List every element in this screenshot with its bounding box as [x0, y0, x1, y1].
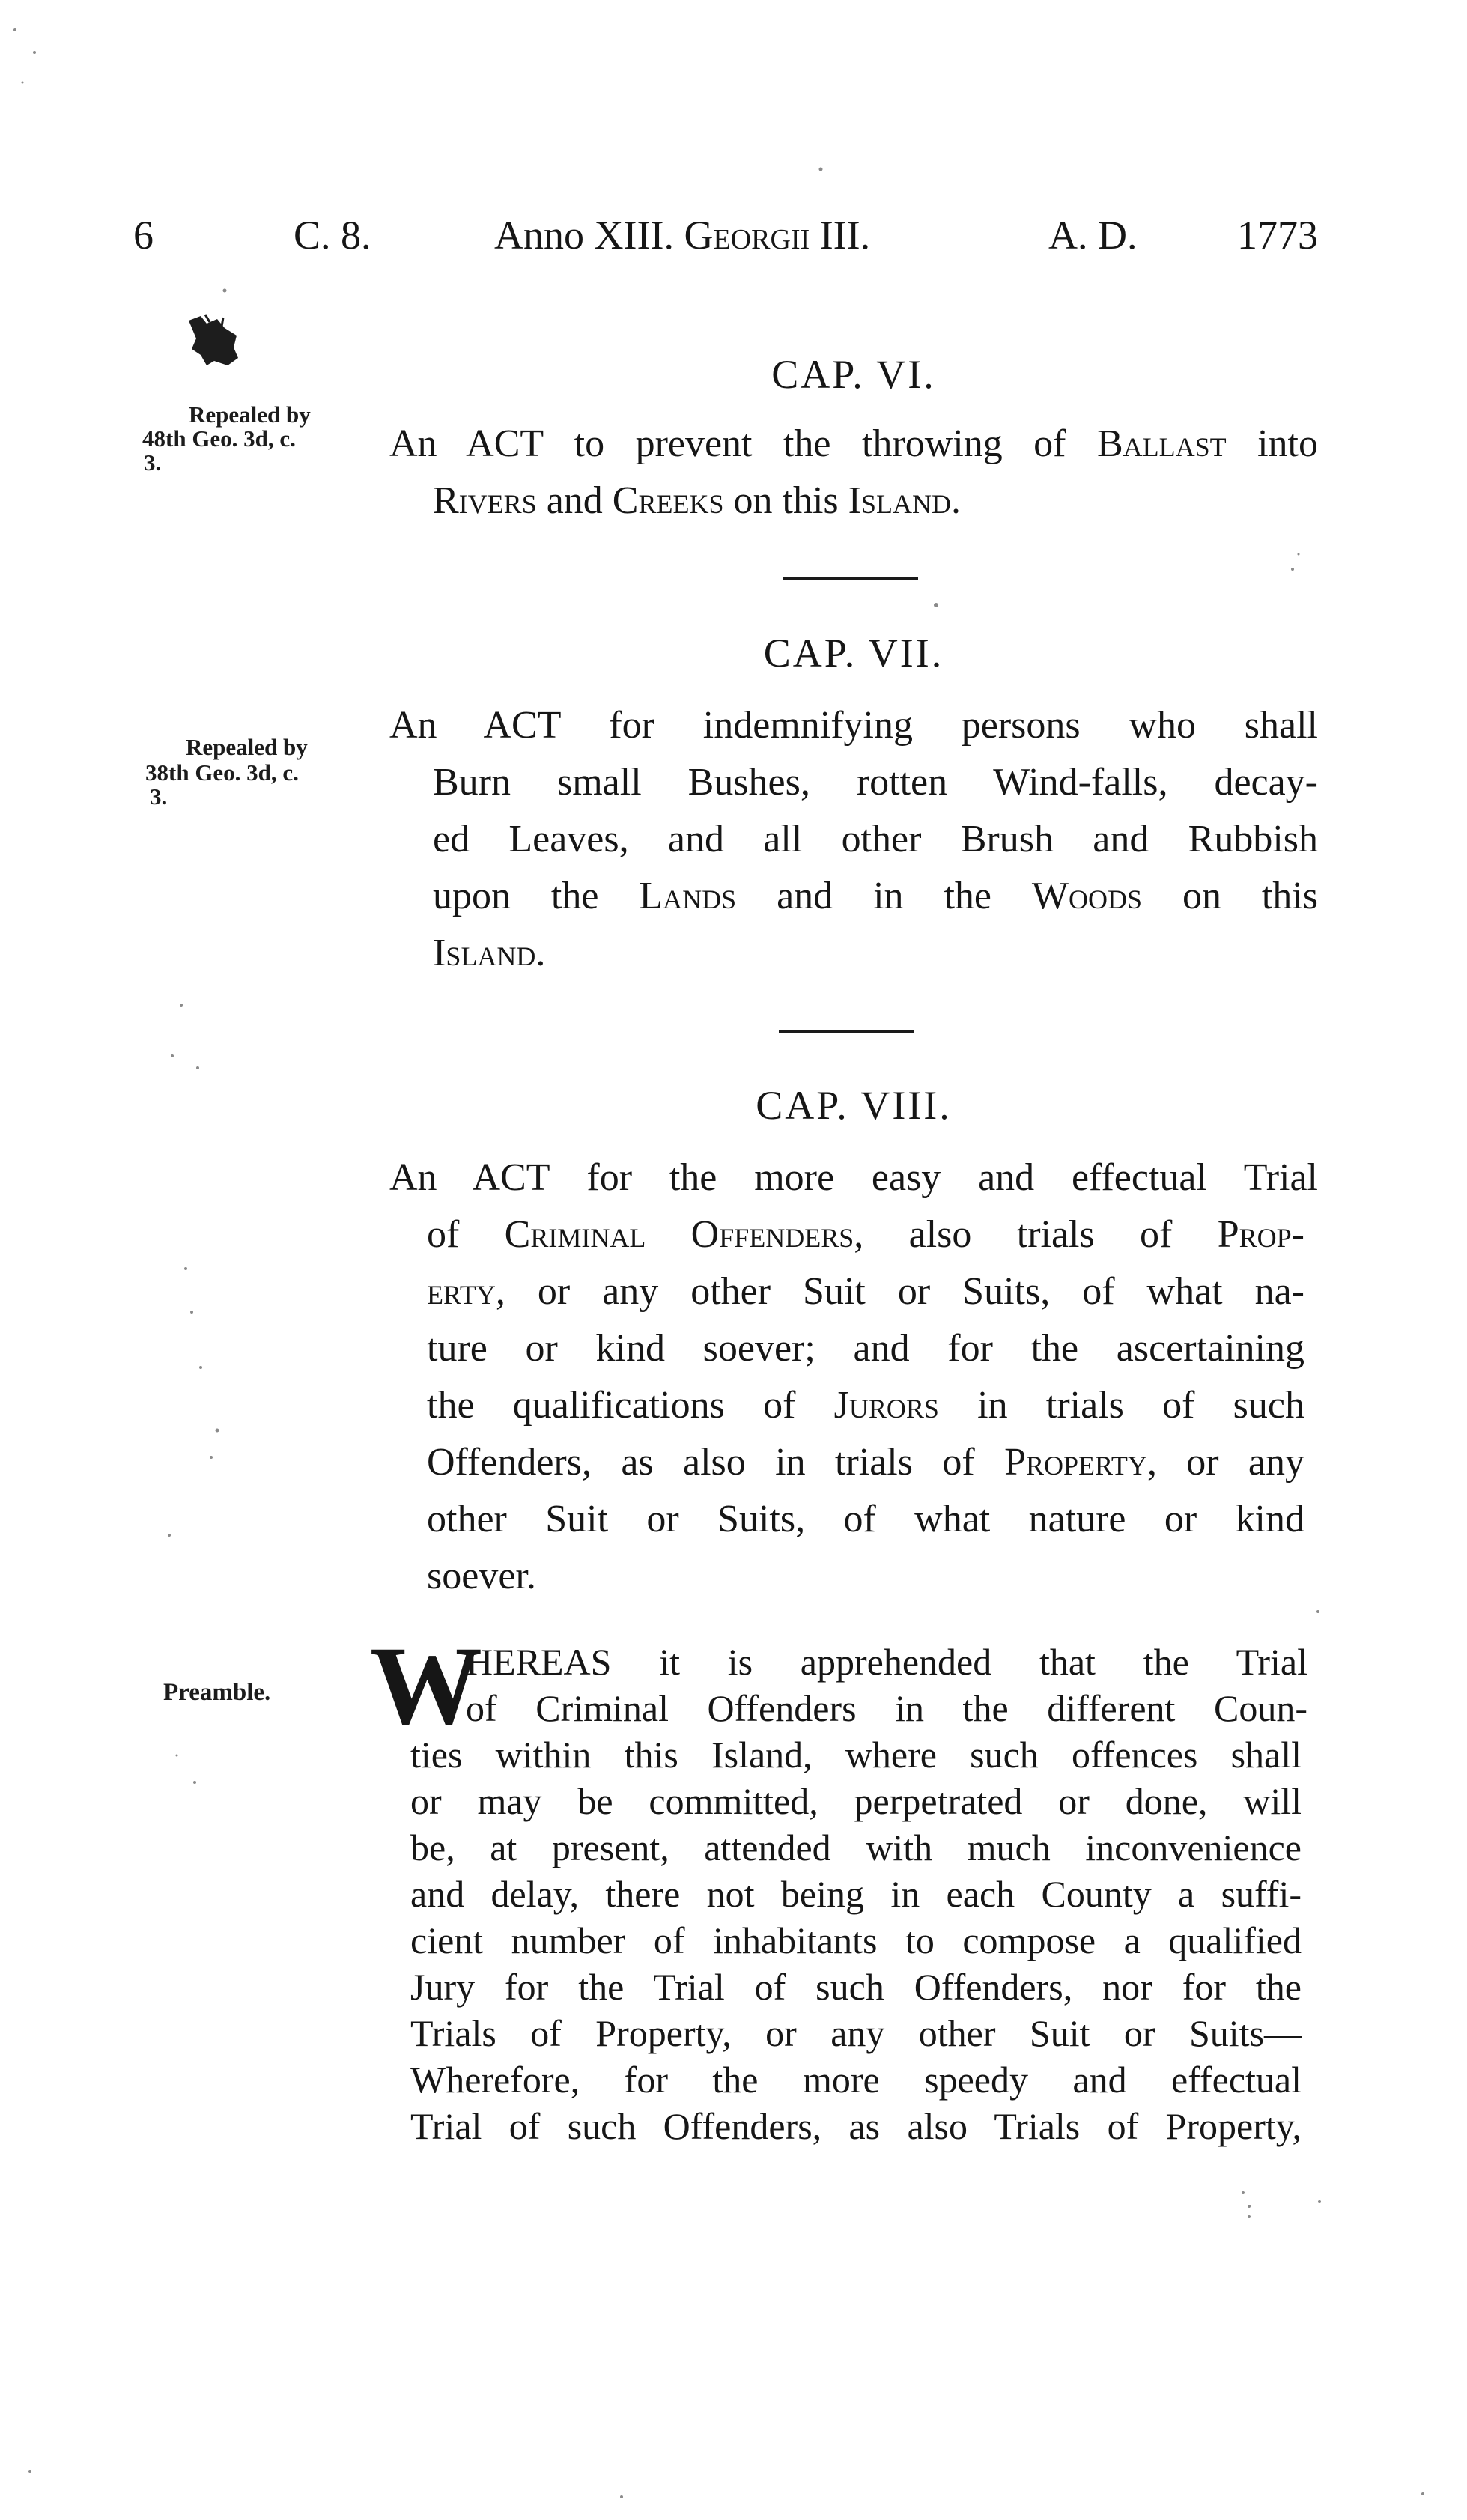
cap-vii-title-line: Island.	[433, 932, 546, 974]
preamble-margin-label: Preamble.	[163, 1679, 271, 1706]
cap-vi-repeal-note-line3: 3.	[144, 449, 162, 476]
running-title	[494, 211, 870, 259]
cap-vi-repeal-note-line2: 48th Geo. 3d, c.	[142, 425, 296, 452]
cap-vii-repeal-note-line1: Repealed by	[186, 734, 308, 760]
preamble-body-line: HEREAS it is apprehended that the Trial	[466, 1641, 1307, 1683]
cap-vii-title-line: An ACT for indemnifying persons who shall	[389, 704, 1318, 747]
page-number: 6	[133, 213, 154, 258]
preamble-body-line: ties within this Island, where such offences shall	[410, 1734, 1302, 1776]
running-anno: Anno XIII.	[494, 213, 674, 258]
cap-viii-title-line: other Suit or Suits, of what nature or kind	[427, 1498, 1304, 1540]
cap-viii-title-line: Offenders, as also in trials of Property, or any	[427, 1441, 1304, 1484]
preamble-body-line: or may be committed, perpetrated or done, will	[410, 1780, 1302, 1822]
cap-vii-title-line: ed Leaves, and all other Brush and Rubbish	[433, 818, 1318, 860]
preamble-body-line: Trials of Property, or any other Suit or Suits—	[410, 2012, 1302, 2054]
cap-vi-title-line: Rivers and Creeks on this Island.	[433, 479, 961, 522]
section-rule	[779, 1030, 914, 1033]
running-ad: A. D.	[1048, 213, 1138, 258]
running-chapter: C. 8.	[294, 213, 371, 258]
preamble-body-line: Wherefore, for the more speedy and effectual	[410, 2059, 1302, 2101]
cap-vi-title-line: An ACT to prevent the throwing of Ballast into	[389, 422, 1318, 465]
cap-vi-heading: CAP. VI.	[771, 352, 936, 397]
preamble-body-line: and delay, there not being in each County a suffi-	[410, 1873, 1302, 1915]
preamble-body-line: cient number of inhabitants to compose a qualified	[410, 1919, 1302, 1961]
running-king: Georgii	[684, 213, 810, 258]
cap-vii-title-line: upon the Lands and in the Woods on this	[433, 875, 1318, 917]
running-year: 1773	[1237, 213, 1318, 258]
cap-viii-title-line: soever.	[427, 1555, 536, 1597]
cap-vii-title-line: Burn small Bushes, rotten Wind-falls, decay-	[433, 761, 1318, 804]
preamble-body-line: Trial of such Offenders, as also Trials of Property,	[410, 2105, 1302, 2147]
cap-vii-repeal-note-line2: 38th Geo. 3d, c.	[145, 759, 299, 786]
cap-viii-title-line: erty, or any other Suit or Suits, of what na-	[427, 1270, 1304, 1313]
preamble-body-line: Jury for the Trial of such Offenders, nor for the	[410, 1966, 1302, 2008]
running-regnal: III.	[819, 213, 871, 258]
pointing-hand-mark	[184, 313, 244, 370]
cap-viii-title-line: the qualifications of Jurors in trials of such	[427, 1384, 1304, 1427]
cap-viii-title-line: An ACT for the more easy and effectual Trial	[389, 1156, 1318, 1199]
preamble-body-line: be, at present, attended with much inconvenience	[410, 1827, 1302, 1868]
cap-viii-heading: CAP. VIII.	[756, 1083, 952, 1128]
cap-vi-repeal-note-line1: Repealed by	[189, 401, 311, 428]
preamble-body-line: of Criminal Offenders in the different Coun-	[466, 1687, 1307, 1729]
drop-cap: W	[370, 1624, 482, 1748]
cap-viii-title-line: of Criminal Offenders, also trials of Prop-	[427, 1213, 1304, 1256]
cap-vii-repeal-note-line3: 3.	[150, 783, 168, 810]
cap-viii-title-line: ture or kind soever; and for the ascertaining	[427, 1327, 1304, 1370]
cap-vii-heading: CAP. VII.	[763, 631, 944, 675]
section-rule	[783, 577, 918, 580]
